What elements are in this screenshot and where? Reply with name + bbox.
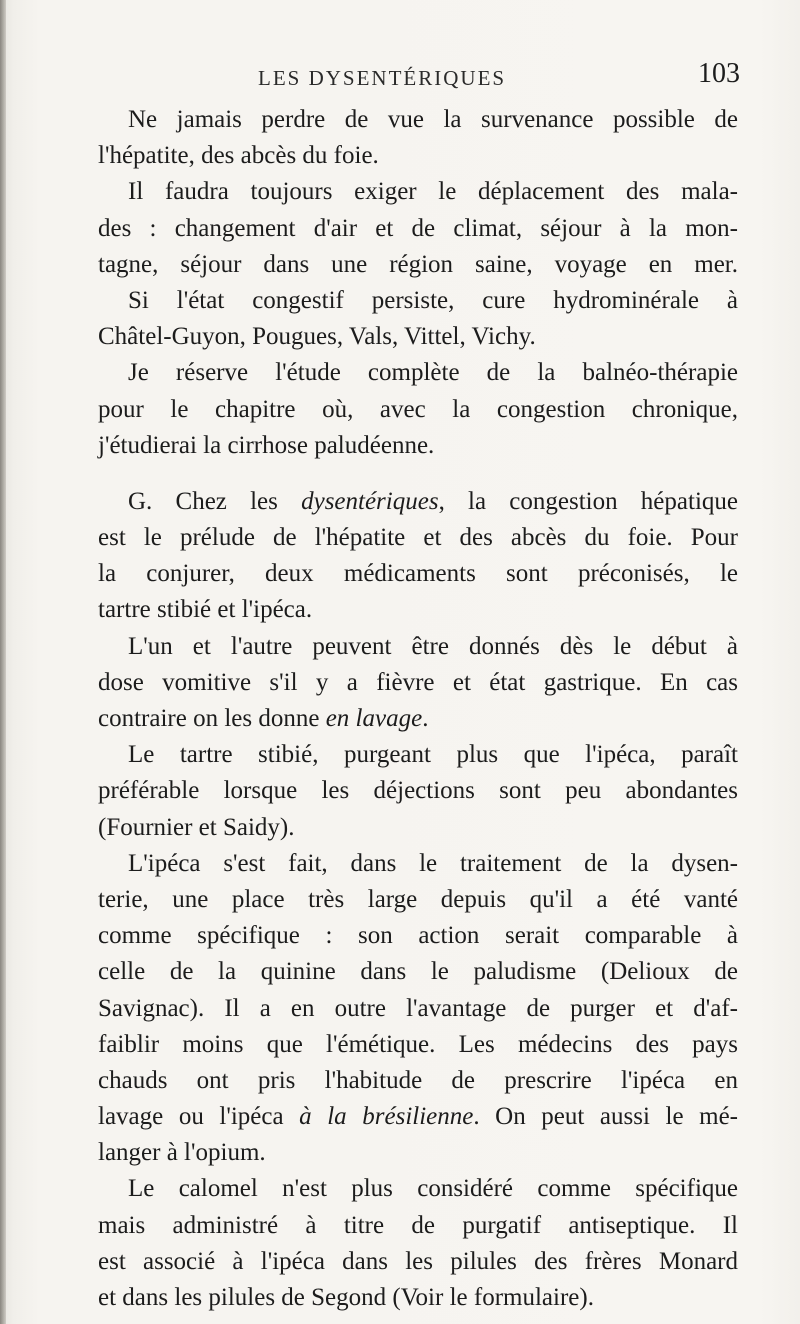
running-head bbox=[0, 58, 800, 98]
text-line bbox=[98, 1099, 738, 1135]
text-line: tartre stibié et l'ipéca. bbox=[98, 596, 313, 624]
text-line: préférable lorsque les déjections sont peu abondantes bbox=[98, 777, 738, 805]
running-title: LES DYSENTÉRIQUES bbox=[258, 66, 507, 90]
text-line bbox=[98, 701, 738, 737]
text-line: pour le chapitre où, avec la congestion chronique, bbox=[98, 395, 738, 423]
text-line: celle de la quinine dans le paludisme (Delioux de bbox=[98, 958, 738, 986]
page-number: 103 bbox=[698, 58, 740, 89]
text-line: des : changement d'air et de climat, séjour à la mon- bbox=[98, 214, 738, 242]
text-line: terie, une place très large depuis qu'il a été vanté bbox=[98, 885, 738, 913]
text-line: et dans les pilules de Segond (Voir le formulaire). bbox=[98, 1284, 594, 1311]
text-line: la conjurer, deux médicaments sont préconisés, le bbox=[98, 560, 738, 588]
text-line bbox=[98, 484, 738, 520]
text-line: Il faudra toujours exiger le déplacement des mala- bbox=[128, 178, 738, 206]
italic-term: dysentériques bbox=[301, 487, 439, 515]
text-line: langer à l'opium. bbox=[98, 1139, 266, 1167]
text-line: est associé à l'ipéca dans les pilules des frères Monard bbox=[98, 1247, 738, 1275]
text-line: Je réserve l'étude complète de la balnéo-thérapie bbox=[128, 359, 738, 387]
text-run: . bbox=[422, 705, 429, 732]
text-line: comme spécifique : son action serait comparable à bbox=[98, 922, 738, 950]
italic-term: en lavage bbox=[325, 705, 423, 732]
text-run: G. Chez les bbox=[128, 487, 302, 515]
text-line: dose vomitive s'il y a fièvre et état gastrique. En cas bbox=[98, 668, 738, 696]
italic-term: à la brésilienne bbox=[299, 1103, 474, 1131]
text-run: . On peut aussi le mé- bbox=[473, 1103, 738, 1131]
text-run: lavage ou l'ipéca bbox=[98, 1103, 300, 1131]
text-line: Le calomel n'est plus considéré comme spécifique bbox=[128, 1175, 738, 1203]
body-text bbox=[98, 102, 738, 1316]
text-line: l'hépatite, des abcès du foie. bbox=[98, 142, 379, 170]
text-line: Le tartre stibié, purgeant plus que l'ipéca, paraît bbox=[128, 741, 738, 769]
text-run: contraire on les donne bbox=[98, 705, 326, 732]
section-gap bbox=[98, 464, 738, 484]
text-line: Si l'état congestif persiste, cure hydrominérale à bbox=[128, 286, 738, 314]
text-line: (Fournier et Saidy). bbox=[98, 813, 295, 841]
text-line: Châtel-Guyon, Pougues, Vals, Vittel, Vichy. bbox=[98, 323, 536, 351]
text-line: L'un et l'autre peuvent être donnés dès le début à bbox=[128, 632, 738, 660]
text-line: est le prélude de l'hépatite et des abcès du foie. Pour bbox=[98, 524, 738, 552]
binding-edge bbox=[0, 0, 6, 1324]
text-line: Savignac). Il a en outre l'avantage de purger et d'af- bbox=[98, 994, 738, 1022]
text-line: chauds ont pris l'habitude de prescrire l'ipéca en bbox=[98, 1066, 738, 1094]
text-line: Ne jamais perdre de vue la survenance possible de bbox=[128, 106, 738, 133]
text-line: L'ipéca s'est fait, dans le traitement de la dysen- bbox=[128, 849, 738, 877]
text-line: mais administré à titre de purgatif antiseptique. Il bbox=[98, 1211, 738, 1239]
text-line: tagne, séjour dans une région saine, voyage en mer. bbox=[98, 250, 738, 278]
text-line: j'étudierai la cirrhose paludéenne. bbox=[98, 431, 435, 459]
text-line: faiblir moins que l'émétique. Les médecins des pays bbox=[98, 1030, 738, 1058]
text-run: , la congestion hépatique bbox=[438, 487, 738, 515]
